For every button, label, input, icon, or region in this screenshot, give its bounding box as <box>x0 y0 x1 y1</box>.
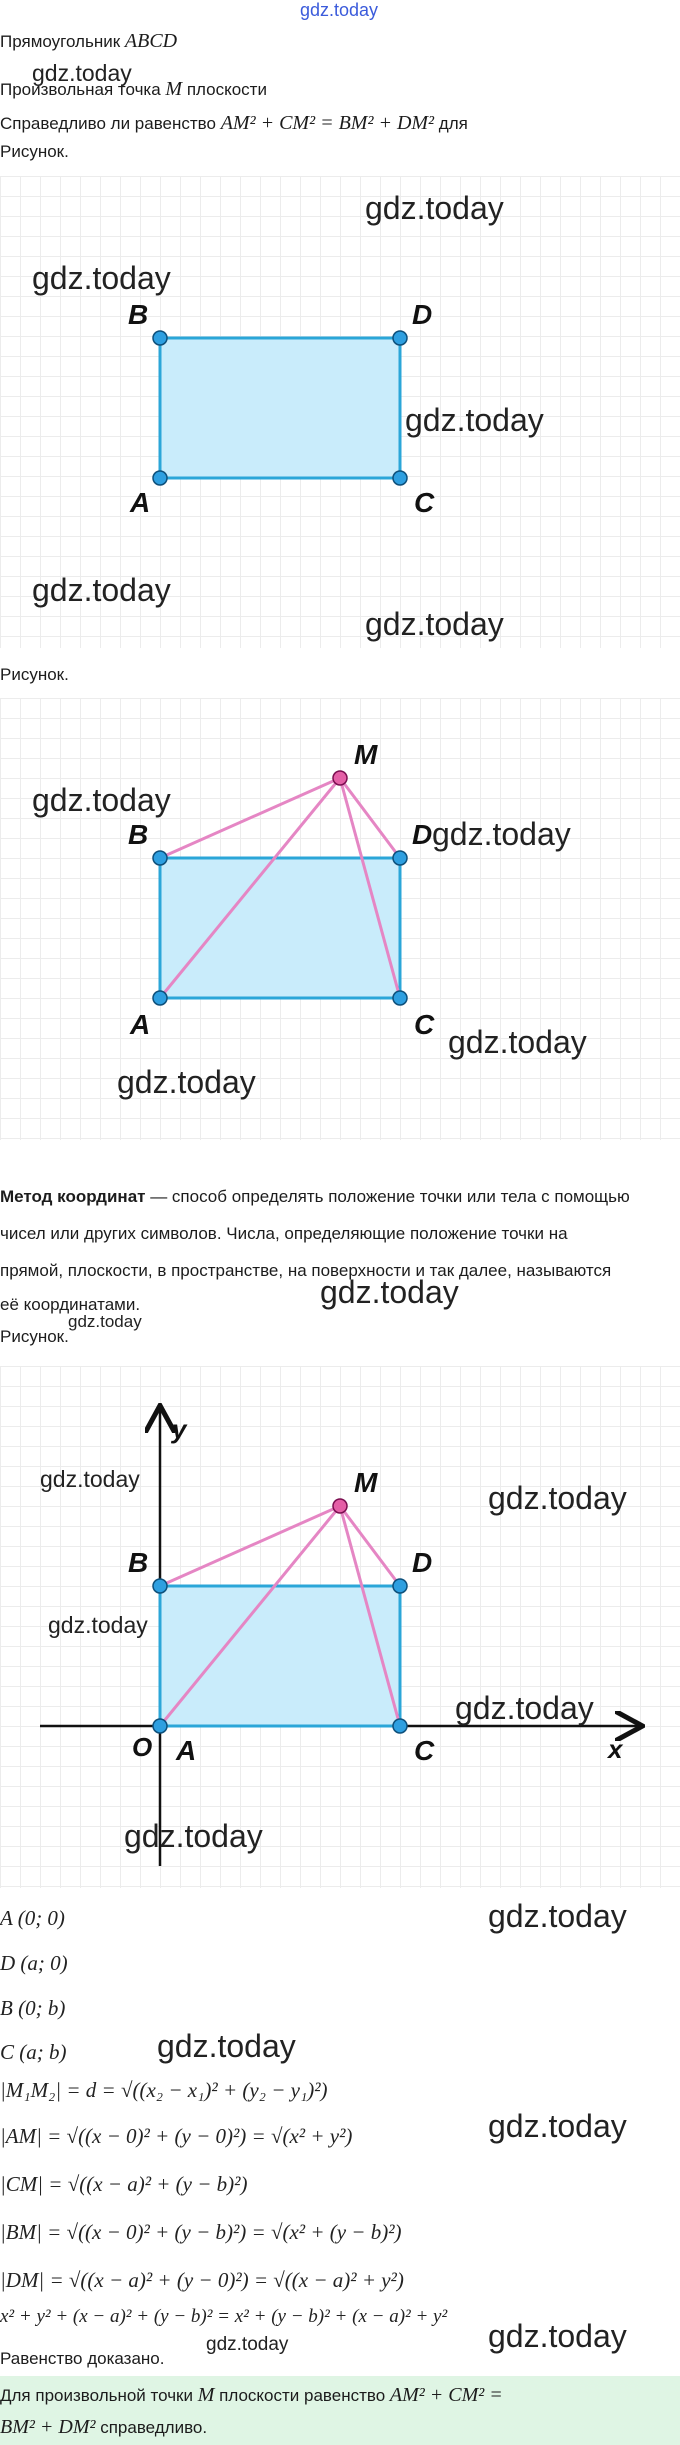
given-plane-text: плоскости <box>186 80 267 99</box>
formula-cm: |CM| = √((x − a)² + (y − b)²) <box>0 2172 248 2196</box>
given-line-2 <box>0 78 267 101</box>
formula-dm: |DM| = √((x − a)² + (y − 0)²) = √((x − a)² + y²) <box>0 2268 404 2292</box>
figure-coordinate-system <box>0 1366 680 1888</box>
conclusion-text-1: Для произвольной точки <box>0 2386 193 2405</box>
question-text: Справедливо ли равенство <box>0 114 216 133</box>
given-line-1 <box>0 30 177 53</box>
watermark: gdz.today <box>32 60 132 86</box>
rectangle-abcd <box>160 338 400 478</box>
watermark: gdz.today <box>32 260 171 296</box>
question-suffix: для <box>438 114 468 133</box>
label-a: A <box>130 487 151 518</box>
method-line-1 <box>0 1186 630 1208</box>
watermark: gdz.today <box>124 1818 263 1854</box>
label-d: D <box>412 819 433 850</box>
figure-rectangle-with-m <box>0 698 680 1140</box>
label-m: M <box>354 739 378 770</box>
conclusion-line-1 <box>0 2382 503 2409</box>
segment-md <box>340 778 400 858</box>
point-a <box>153 1719 167 1733</box>
coord-a: A (0; 0) <box>0 1906 65 1930</box>
point-d <box>393 331 407 345</box>
conclusion-math-2: BM² + DM² <box>0 2416 96 2438</box>
figure-caption-1: Рисунок. <box>0 142 69 161</box>
given-point-text: Произвольная точка <box>0 80 161 99</box>
watermark: gdz.today <box>320 1274 459 1310</box>
method-line-3: прямой, плоскости, в пространстве, на поверхности и так далее, называются <box>0 1261 612 1280</box>
figure-caption-3: Рисунок. <box>0 1327 69 1346</box>
point-d <box>393 851 407 865</box>
conclusion-text-3: справедливо. <box>100 2418 208 2437</box>
point-d <box>393 1579 407 1593</box>
point-a <box>153 991 167 1005</box>
site-logo[interactable]: gdz.today <box>300 0 379 20</box>
point-b <box>153 1579 167 1593</box>
coord-d: D (a; 0) <box>0 1951 68 1975</box>
watermark: gdz.today <box>488 2318 627 2354</box>
watermark: gdz.today <box>68 1312 142 1331</box>
label-a: A <box>176 1735 197 1766</box>
figure-caption-2: Рисунок. <box>0 665 69 684</box>
label-c: C <box>414 1735 435 1766</box>
watermark: gdz.today <box>448 1024 587 1060</box>
point-m <box>333 771 347 785</box>
formula-bm: |BM| = √((x − 0)² + (y − b)²) = √(x² + (y − b)²) <box>0 2220 402 2244</box>
coord-b: B (0; b) <box>0 1996 66 2020</box>
conclusion-m: M <box>197 2384 215 2406</box>
label-x: x <box>608 1734 623 1764</box>
label-m: M <box>354 1467 378 1498</box>
figure-rectangle-with-m-svg <box>0 698 680 1140</box>
watermark: gdz.today <box>32 782 171 818</box>
conclusion-line-2 <box>0 2414 207 2441</box>
formula-distance: |M₁M₂| = d = √((x₂ − x₁)² + (y₂ − y₁)²) <box>0 2078 328 2102</box>
coord-c: C (a; b) <box>0 2040 67 2064</box>
method-line-2: чисел или других символов. Числа, определяющие положение точки на <box>0 1224 568 1243</box>
watermark: gdz.today <box>488 2108 627 2144</box>
formula-am: |AM| = √((x − 0)² + (y − 0)²) = √(x² + y²) <box>0 2124 353 2148</box>
label-b: B <box>128 299 149 330</box>
watermark: gdz.today <box>157 2028 296 2064</box>
watermark: gdz.today <box>117 1064 256 1100</box>
watermark: gdz.today <box>365 606 504 642</box>
label-o: O <box>132 1732 153 1762</box>
label-a: A <box>130 1009 151 1040</box>
watermark: gdz.today <box>488 1480 627 1516</box>
point-b <box>153 331 167 345</box>
formula-equality: x² + y² + (x − a)² + (y − b)² = x² + (y − b)² + (x − a)² + y² <box>0 2306 448 2327</box>
watermark: gdz.today <box>365 190 504 226</box>
conclusion-text-2: плоскости равенство <box>219 2386 386 2405</box>
label-c: C <box>414 1009 435 1040</box>
point-m <box>333 1499 347 1513</box>
label-y: y <box>172 1414 187 1444</box>
point-c <box>393 471 407 485</box>
rectangle-abcd <box>160 858 400 998</box>
method-term: Метод координат <box>0 1187 146 1206</box>
watermark: gdz.today <box>206 2334 289 2355</box>
label-b: B <box>128 1547 149 1578</box>
watermark: gdz.today <box>32 572 171 608</box>
watermark: gdz.today <box>405 402 544 438</box>
point-b <box>153 851 167 865</box>
point-a <box>153 471 167 485</box>
segment-mb <box>160 778 340 858</box>
label-d: D <box>412 299 433 330</box>
segment-md <box>340 1506 400 1586</box>
given-rectangle-math: ABCD <box>124 30 178 52</box>
method-def-1: — способ определять положение точки или тела с помощью <box>145 1187 630 1206</box>
given-rectangle-text: Прямоугольник <box>0 32 121 51</box>
point-c <box>393 991 407 1005</box>
watermark: gdz.today <box>48 1612 148 1638</box>
watermark: gdz.today <box>40 1466 140 1492</box>
method-line-4: её координатами. <box>0 1295 141 1314</box>
watermark: gdz.today <box>432 816 571 852</box>
point-c <box>393 1719 407 1733</box>
question-line <box>0 112 468 135</box>
given-point-math: M <box>165 78 183 100</box>
proved-text: Равенство доказано. <box>0 2349 165 2368</box>
watermark: gdz.today <box>455 1690 594 1726</box>
watermark: gdz.today <box>488 1898 627 1934</box>
segment-mb <box>160 1506 340 1586</box>
question-math: AM² + CM² = BM² + DM² <box>220 112 435 134</box>
label-b: B <box>128 819 149 850</box>
rectangle-abcd <box>160 1586 400 1726</box>
label-c: C <box>414 487 435 518</box>
label-d: D <box>412 1547 433 1578</box>
conclusion-math-1: AM² + CM² = <box>389 2384 503 2406</box>
figure-rectangle <box>0 176 680 648</box>
conclusion-box <box>0 2376 680 2445</box>
